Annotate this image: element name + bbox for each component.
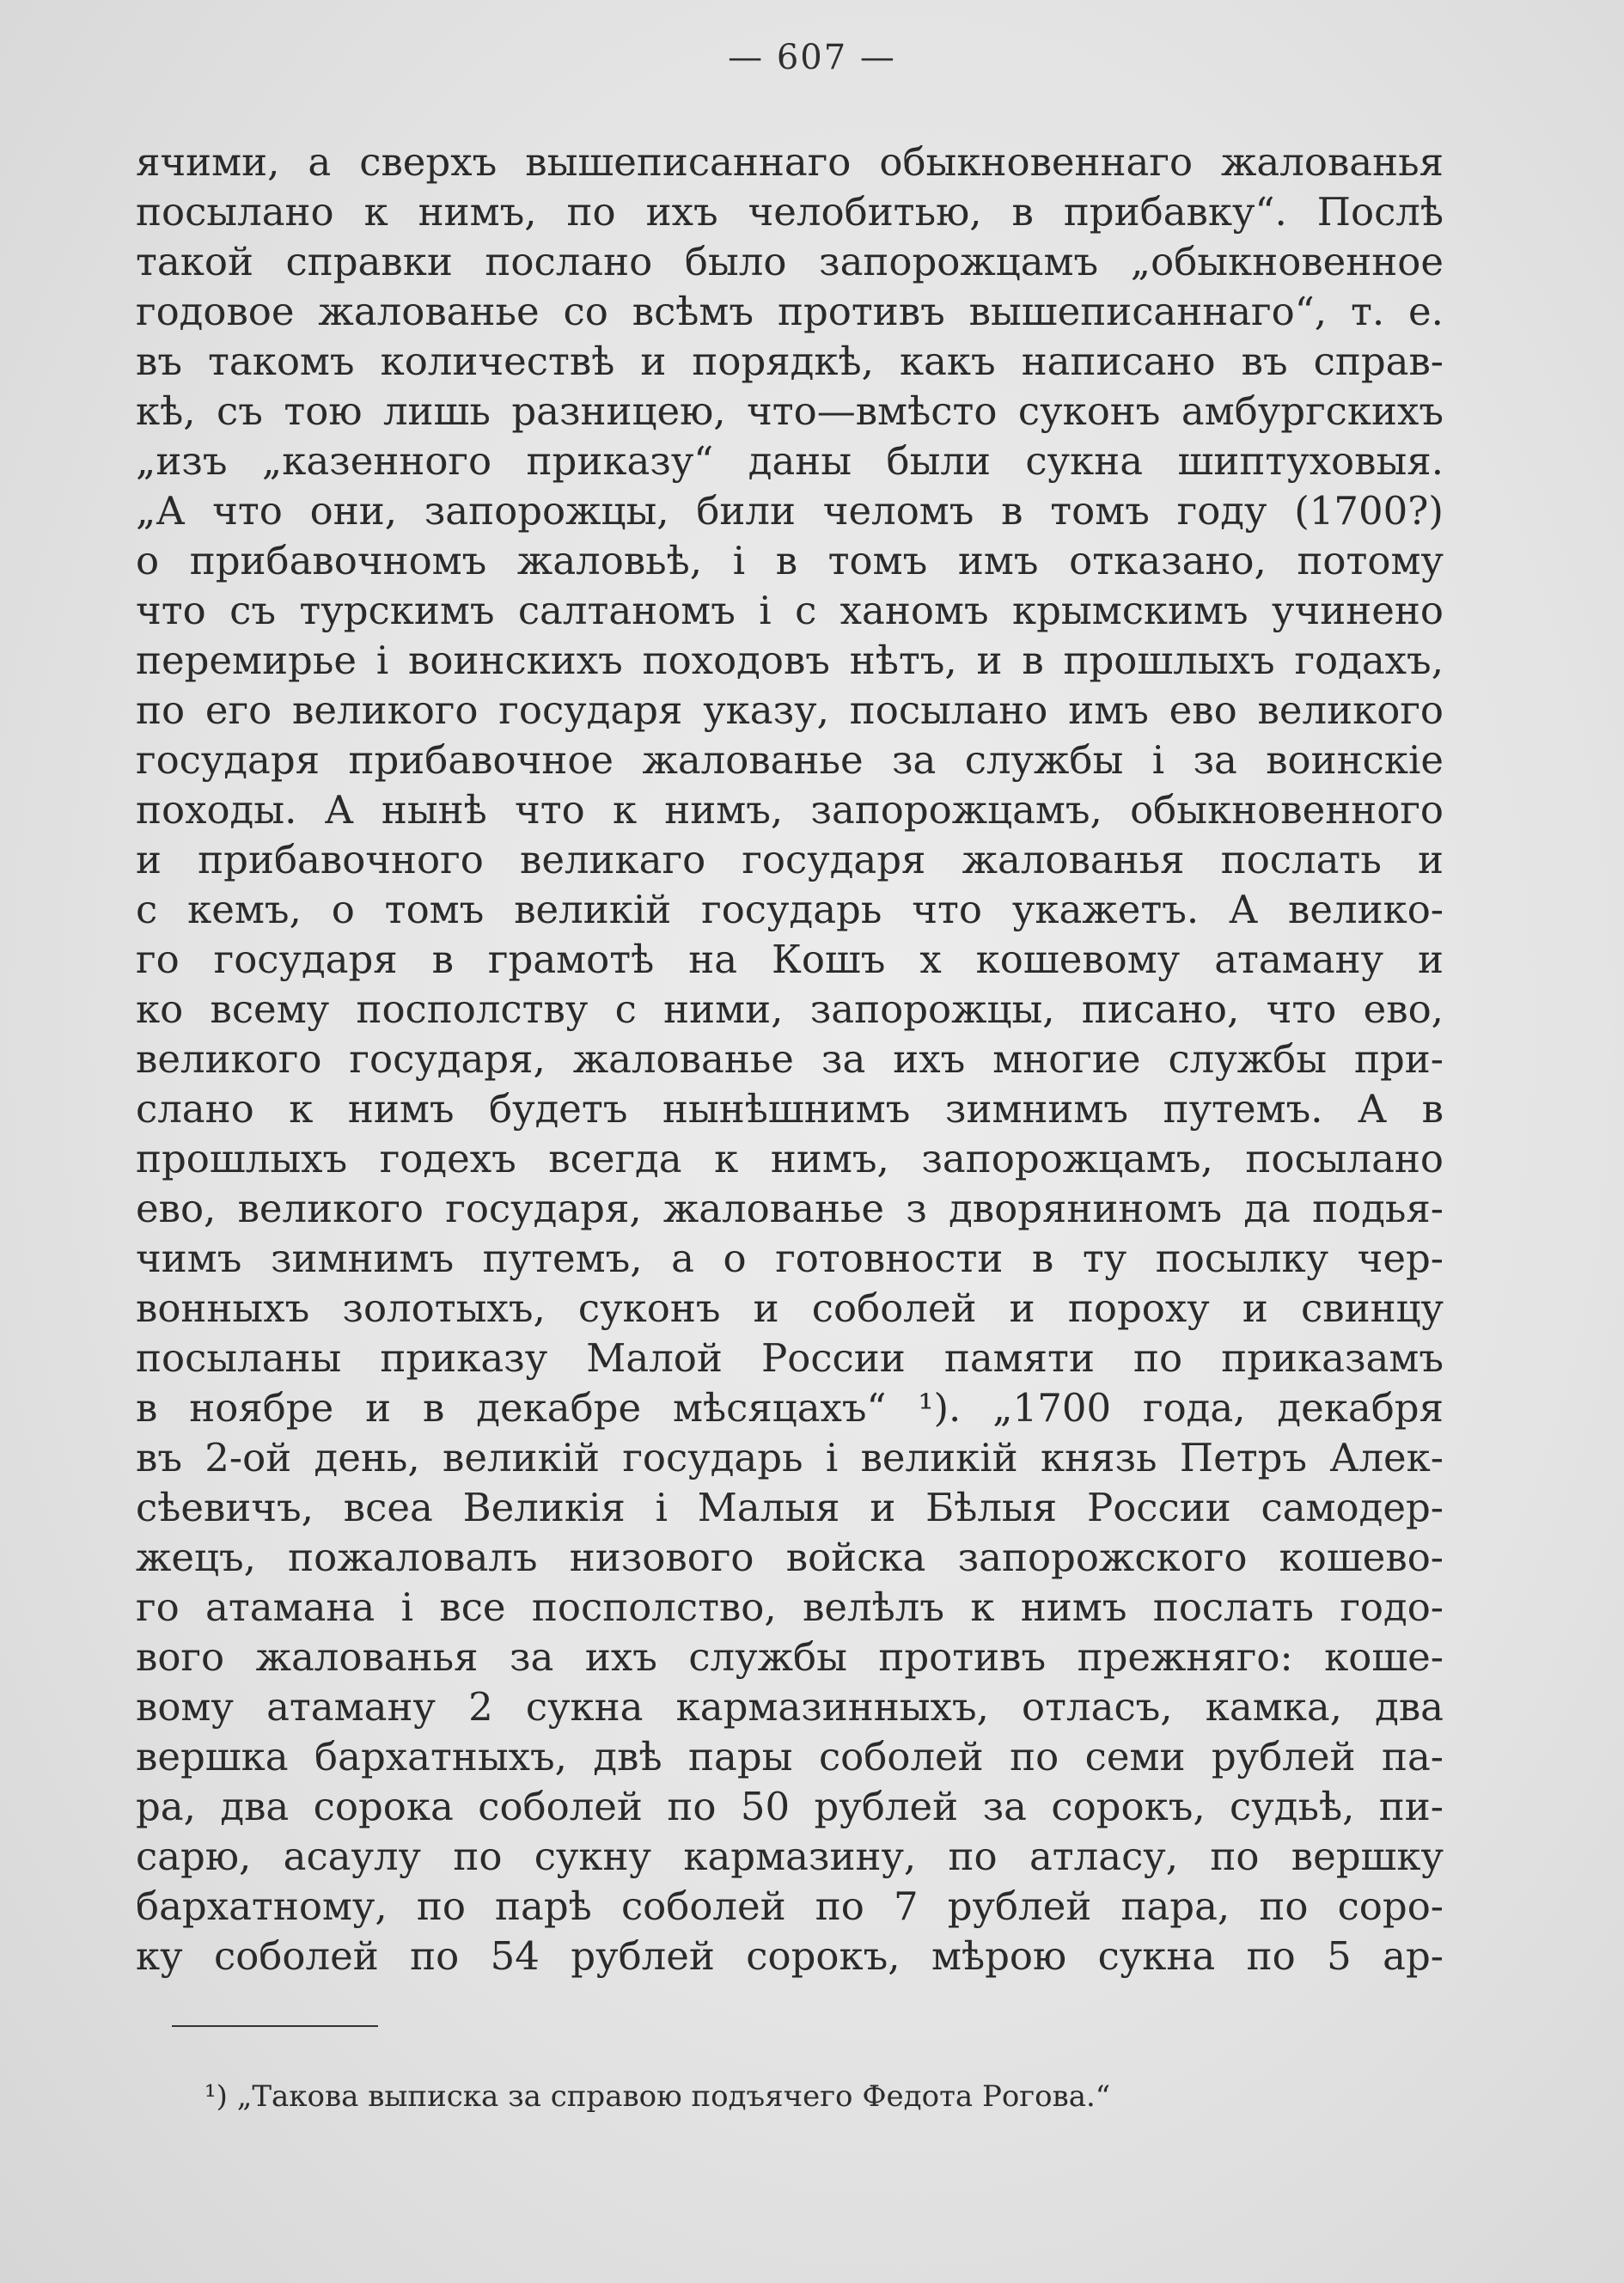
text-line: ра, два сорока соболей по 50 рублей за сорокъ, судьѣ, пи- [136,1784,1444,1829]
text-line: въ такомъ количествѣ и порядкѣ, какъ написано въ справ- [136,339,1444,384]
footnote: ¹) „Такова выписка за справою подъячего Федота Рогова.“ [205,2079,1111,2114]
text-line: слано к нимъ будетъ нынѣшнимъ зимнимъ путемъ. А в [136,1086,1444,1132]
text-line: с кемъ, о томъ великій государь что укажетъ. А велико- [136,887,1444,932]
text-line: ево, великого государя, жалованье з дворяниномъ да подья- [136,1186,1444,1231]
text-line: в ноябре и в декабре мѣсяцахъ“ ¹). „1700 года, декабря [136,1385,1444,1431]
text-line: посыланы приказу Малой России памяти по приказамъ [136,1335,1444,1381]
body-text [136,137,1444,1981]
text-line: годовое жалованье со всѣмъ противъ вышеписаннаго“, т. е. [136,289,1444,334]
text-line: сарю, асаулу по сукну кармазину, по атласу, по вершку [136,1834,1444,1879]
text-line: по его великого государя указу, посылано имъ ево великого [136,687,1444,733]
text-line: „изъ „казенного приказу“ даны были сукна шиптуховыя. [136,438,1444,484]
text-line: го атамана і все посполство, велѣлъ к нимъ послать годо- [136,1584,1444,1630]
text-line: такой справки послано было запорожцамъ „обыкновенное [136,239,1444,284]
text-line: что съ турскимъ салтаномъ і с ханомъ крымскимъ учинено [136,588,1444,633]
text-line: „А что они, запорожцы, били челомъ в томъ году (1700?) [136,488,1444,534]
text-line: въ 2-ой день, великій государь і великій князь Петръ Алек- [136,1435,1444,1480]
text-line: и прибавочного великаго государя жалованья послать и [136,837,1444,882]
text-line: вонныхъ золотыхъ, суконъ и соболей и пороху и свинцу [136,1285,1444,1331]
text-line: го государя в грамотѣ на Кошъ х кошевому атаману и [136,937,1444,982]
text-line: ко всему посполству с ними, запорожцы, писано, что ево, [136,986,1444,1032]
text-line: прошлыхъ годехъ всегда к нимъ, запорожцамъ, посылано [136,1136,1444,1181]
text-line: походы. А нынѣ что к нимъ, запорожцамъ, обыкновенного [136,787,1444,833]
text-line: чимъ зимнимъ путемъ, а о готовности в ту посылку чер- [136,1236,1444,1281]
text-line: сѣевичъ, всеа Великія і Малыя и Бѣлыя России самодер- [136,1485,1444,1530]
text-line: вого жалованья за ихъ службы противъ прежняго: коше- [136,1634,1444,1680]
footnote-rule [172,2025,378,2027]
text-line: о прибавочномъ жаловьѣ, і в томъ имъ отказано, потому [136,538,1444,583]
text-line: государя прибавочное жалованье за службы і за воинскіе [136,737,1444,783]
text-line: перемирье і воинскихъ походовъ нѣтъ, и в прошлыхъ годахъ, [136,638,1444,683]
text-line: ку соболей по 54 рублей сорокъ, мѣрою сукна по 5 ар- [136,1933,1444,1979]
text-line: ячими, а сверхъ вышеписаннаго обыкновеннаго жалованья [136,139,1444,185]
text-line: посылано к нимъ, по ихъ челобитью, в прибавку“. Послѣ [136,189,1444,235]
text-line: вершка бархатныхъ, двѣ пары соболей по семи рублей па- [136,1734,1444,1779]
text-line: вому атаману 2 сукна кармазинныхъ, отласъ, камка, два [136,1684,1444,1730]
text-line: бархатному, по парѣ соболей по 7 рублей пара, по соро- [136,1883,1444,1929]
text-line: великого государя, жалованье за ихъ многие службы при- [136,1036,1444,1082]
text-line: кѣ, съ тою лишь разницею, что—вмѣсто суконъ амбургскихъ [136,388,1444,434]
page-number: — 607 — [728,38,896,77]
text-line: жецъ, пожаловалъ низового войска запорожского кошево- [136,1535,1444,1580]
